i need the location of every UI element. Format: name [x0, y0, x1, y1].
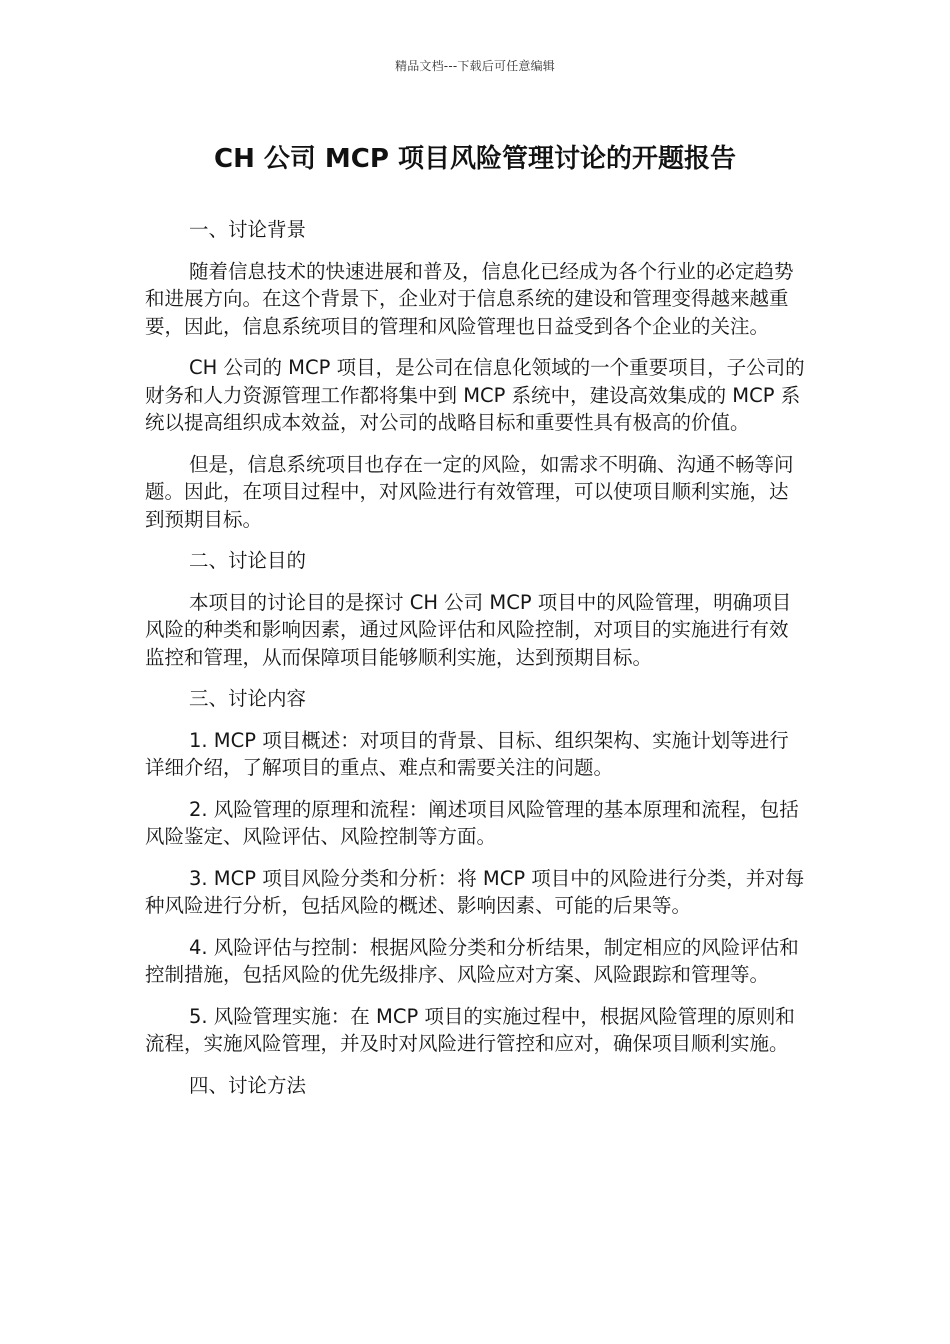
section-heading-method: 四、讨论方法 [189, 1073, 307, 1097]
content-item-3: 3. MCP 项目风险分类和分析：将 MCP 项目中的风险进行分类，并对每种风险进行分析，包括风险的概述、影响因素、可能的后果等。 [145, 866, 805, 917]
content-item-1: 1. MCP 项目概述：对项目的背景、目标、组织架构、实施计划等进行详细介绍，了解项目的重点、难点和需要关注的问题。 [145, 728, 789, 779]
paragraph-background-2: CH 公司的 MCP 项目，是公司在信息化领域的一个重要项目，子公司的财务和人力资源管理工作都将集中到 MCP 系统中，建设高效集成的 MCP 系统以提高组织成本效益，对公司的战略目标和重要性具有极高的价值。 [145, 356, 805, 434]
document-title: CH 公司 MCP 项目风险管理讨论的开题报告 [213, 144, 736, 174]
document-body [145, 216, 805, 1113]
section-heading-background: 一、讨论背景 [189, 218, 307, 241]
content-item-5: 5. 风险管理实施：在 MCP 项目的实施过程中，根据风险管理的原则和流程，实施风险管理，并及时对风险进行管控和应对，确保项目顺利实施。 [145, 1004, 795, 1055]
section-heading-content: 三、讨论内容 [189, 687, 307, 710]
paragraph-purpose: 本项目的讨论目的是探讨 CH 公司 MCP 项目中的风险管理，明确项目风险的种类和影响因素，通过风险评估和风险控制，对项目的实施进行有效监控和管理，从而保障项目能够顺利实施，达到预期目标。 [145, 590, 792, 669]
section-heading-purpose: 二、讨论目的 [189, 549, 307, 572]
paragraph-background-3: 但是，信息系统项目也存在一定的风险，如需求不明确、沟通不畅等问题。因此，在项目过程中，对风险进行有效管理，可以使项目顺利实施，达到预期目标。 [145, 452, 794, 531]
header-note: 精品文档---下载后可任意编辑 [395, 59, 555, 73]
paragraph-background-1: 随着信息技术的快速进展和普及，信息化已经成为各个行业的必定趋势和进展方向。在这个背景下，企业对于信息系统的建设和管理变得越来越重要，因此，信息系统项目的管理和风险管理也日益受到各个企业的关注。 [145, 259, 794, 338]
content-item-4: 4. 风险评估与控制：根据风险分类和分析结果，制定相应的风险评估和控制措施，包括风险的优先级排序、风险应对方案、风险跟踪和管理等。 [145, 935, 799, 986]
content-item-2: 2. 风险管理的原理和流程：阐述项目风险管理的基本原理和流程，包括风险鉴定、风险评估、风险控制等方面。 [145, 797, 799, 848]
